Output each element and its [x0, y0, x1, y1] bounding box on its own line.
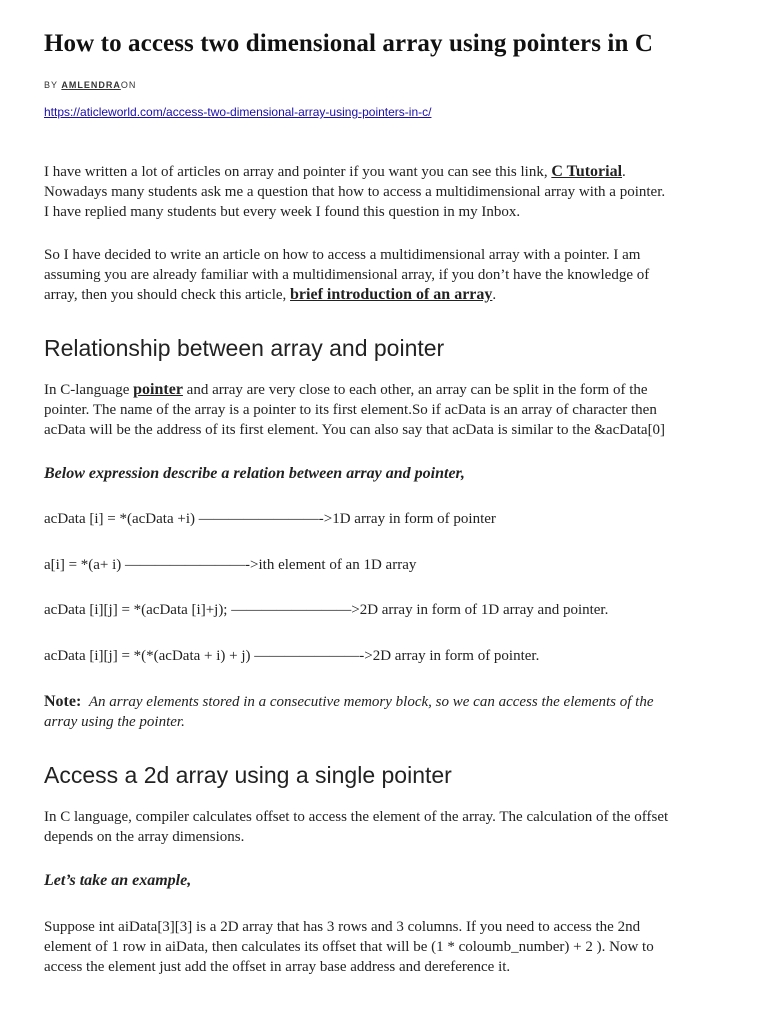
article-url-link[interactable]: https://aticleworld.com/access-two-dimensional-array-using-pointers-in-c/: [44, 105, 432, 119]
intro-text: .: [622, 164, 626, 180]
body-text: acData will be the address of its first element. You can also say that acData is similar to the &acData[0]: [44, 422, 666, 438]
body-text: Suppose int aiData[3][3] is a 2D array that has 3 rows and 3 columns. If you need to access the 2nd: [44, 919, 641, 935]
note-label: Note:: [44, 693, 82, 710]
intro-text: .: [492, 287, 497, 303]
pointer-link[interactable]: pointer: [133, 381, 183, 398]
example-subheading: Let’s take an example,: [44, 872, 192, 889]
c-tutorial-link[interactable]: C Tutorial: [551, 163, 623, 180]
expression-line: a[i] = *(a+ i) ————————->ith element of an 1D array: [44, 557, 417, 573]
intro-text: So I have decided to write an article on how to access a multidimensional array with a pointer. I am: [44, 247, 641, 263]
section-heading-relationship: Relationship between array and pointer: [44, 335, 445, 361]
body-text: access the element just add the offset in array base address and dereference it.: [44, 959, 511, 975]
url-line: [44, 103, 738, 121]
intro-text: I have written a lot of articles on array and pointer if you want you can see this link,: [44, 164, 548, 180]
article-title: How to access two dimensional array using pointers in C: [44, 30, 653, 57]
intro-text: I have replied many students but every week I found this question in my Inbox.: [44, 204, 521, 220]
note-paragraph: [44, 692, 738, 732]
example-paragraph: [44, 917, 738, 977]
array-intro-link[interactable]: brief introduction of an array: [290, 286, 493, 303]
body-text: and array are very close to each other, an array can be split in the form of the: [186, 382, 648, 398]
byline: [44, 80, 738, 90]
intro-text: array, then you should check this article,: [44, 287, 287, 303]
expression-line: acData [i][j] = *(acData [i]+j); ————————>2D array in form of 1D array and pointer.: [44, 602, 609, 618]
offset-paragraph: [44, 807, 738, 847]
expression-line: acData [i][j] = *(*(acData + i) + j) ———————->2D array in form of pointer.: [44, 648, 540, 664]
author-link[interactable]: AMLENDRA: [61, 80, 121, 90]
note-text: array using the pointer.: [44, 714, 185, 730]
relationship-paragraph: [44, 380, 738, 440]
note-text: An array elements stored in a consecutive memory block, so we can access the elements of the: [88, 694, 654, 710]
expression-subheading: Below expression describe a relation between array and pointer,: [44, 465, 465, 482]
section-heading-single-pointer: Access a 2d array using a single pointer: [44, 762, 452, 788]
intro-paragraph-2: [44, 245, 738, 305]
intro-text: Nowadays many students ask me a question that how to access a multidimensional array with a pointer.: [44, 184, 666, 200]
intro-text: assuming you are already familiar with a multidimensional array, if you don’t have the knowledge of: [44, 267, 650, 283]
by-label: BY: [44, 80, 58, 90]
body-text: In C language, compiler calculates offset to access the element of the array. The calculation of the offset: [44, 809, 669, 825]
on-label: ON: [120, 80, 137, 90]
intro-paragraph-1: [44, 162, 738, 222]
body-text: depends on the array dimensions.: [44, 829, 245, 845]
expression-line: acData [i] = *(acData +i) ————————->1D array in form of pointer: [44, 511, 496, 527]
body-text: In C-language: [44, 382, 130, 398]
body-text: element of 1 row in aiData, then calculates its offset that will be (1 * coloumb_number) + 2 ). Now to: [44, 939, 654, 955]
body-text: pointer. The name of the array is a pointer to its first element.So if acData is an array of character then: [44, 402, 657, 418]
